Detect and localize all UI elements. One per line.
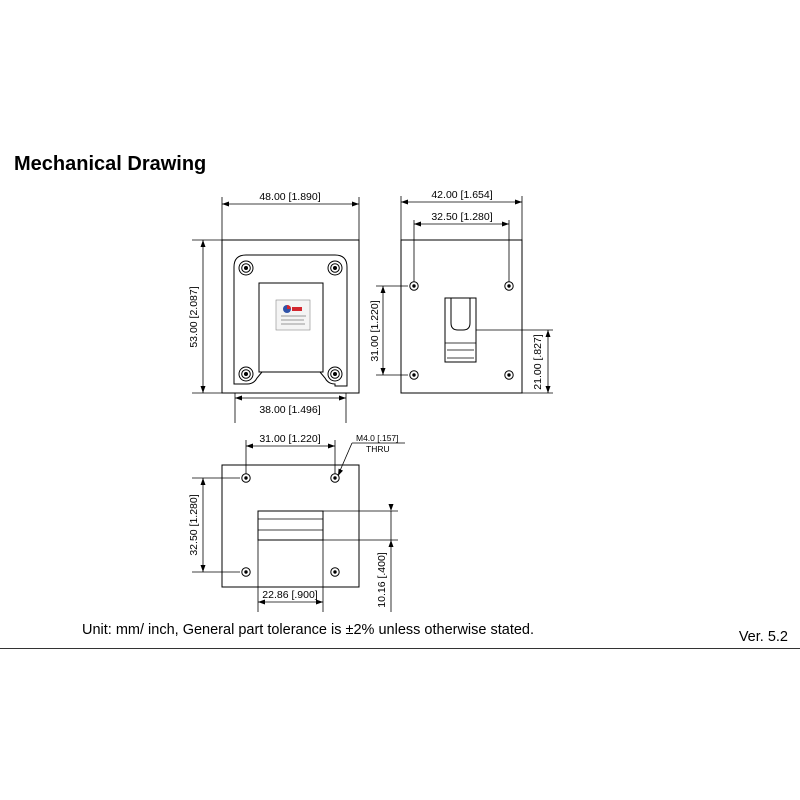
bottom-slot-width-dim: 22.86 [.900] bbox=[262, 589, 318, 601]
bottom-hole-spacing-dim: 31.00 [1.220] bbox=[259, 433, 321, 445]
front-screw-bottom-left bbox=[239, 367, 253, 381]
front-screw-top-right bbox=[328, 261, 342, 275]
front-height-dim: 53.00 [2.087] bbox=[188, 286, 200, 348]
bottom-connector-slot bbox=[258, 511, 323, 540]
front-bottom-dim: 38.00 [1.496] bbox=[259, 404, 321, 416]
version-label: Ver. 5.2 bbox=[738, 629, 788, 645]
side-width-dim: 42.00 [1.654] bbox=[431, 189, 493, 201]
side-connector-latch bbox=[451, 298, 470, 330]
bottom-body-outline bbox=[222, 465, 359, 587]
side-hole-bottom-left bbox=[410, 371, 418, 379]
bottom-hole-bottom-left bbox=[242, 568, 250, 576]
bottom-hole-bottom-right bbox=[331, 568, 339, 576]
bottom-height-dim: 32.50 [1.280] bbox=[188, 494, 200, 556]
bottom-hole-top-right bbox=[331, 474, 339, 482]
front-width-dim: 48.00 [1.890] bbox=[259, 191, 321, 203]
side-hole-bottom-right bbox=[505, 371, 513, 379]
thread-note: THRU bbox=[366, 444, 390, 454]
front-screw-top-left bbox=[239, 261, 253, 275]
page-title: Mechanical Drawing bbox=[14, 153, 207, 175]
side-lower-height-dim: 21.00 [.827] bbox=[532, 334, 544, 390]
side-body-outline bbox=[401, 240, 522, 393]
thread-callout: M4.0 [.157] bbox=[356, 433, 399, 443]
bottom-slot-height-dim: 10.16 [.400] bbox=[376, 552, 388, 608]
side-hole-top-right bbox=[505, 282, 513, 290]
side-hole-spacing-dim: 31.00 [1.220] bbox=[369, 300, 381, 362]
side-hole-top-left bbox=[410, 282, 418, 290]
front-view bbox=[188, 191, 359, 423]
footer-divider bbox=[0, 648, 800, 649]
bottom-hole-top-left bbox=[242, 474, 250, 482]
product-label bbox=[276, 300, 310, 330]
front-screw-bottom-right bbox=[328, 367, 342, 381]
bottom-view bbox=[188, 433, 405, 612]
footer-note: Unit: mm/ inch, General part tolerance is ±2% unless otherwise stated. bbox=[82, 622, 535, 638]
side-inner-width-dim: 32.50 [1.280] bbox=[431, 211, 493, 223]
side-view bbox=[369, 189, 553, 393]
